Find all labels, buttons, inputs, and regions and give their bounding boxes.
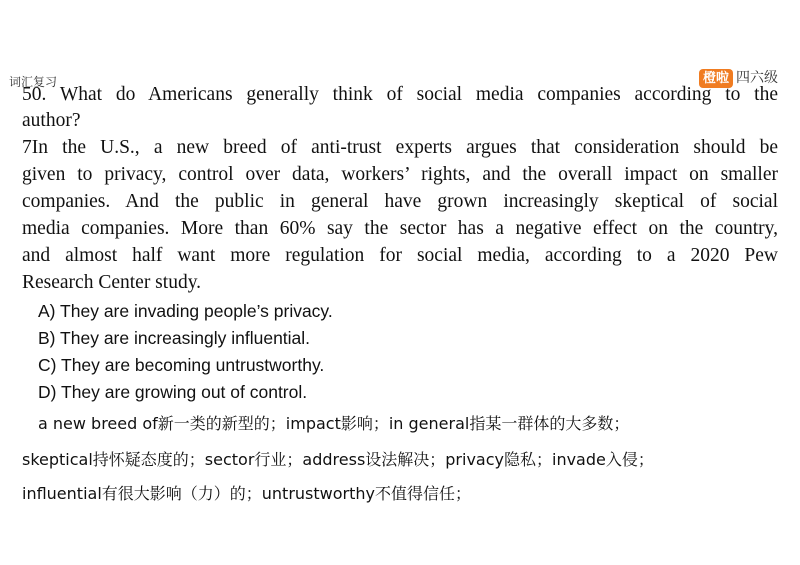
section-label: 词汇复习 (9, 75, 58, 89)
option-a: A) They are invading people’s privacy. (38, 301, 333, 321)
brand-grade: 四六级 (736, 70, 778, 86)
vocab-line-1: a new breed of新一类的新型的；impact影响；in general指某一群体的大多数； (38, 414, 630, 433)
passage-line-6: Research Center study. (22, 272, 202, 293)
passage-line-1: 7In the U.S., a new breed of anti-trust experts argues that consideration should be (22, 137, 778, 158)
option-d: D) They are growing out of control. (38, 382, 308, 402)
brand-badge: 橙啦 (699, 69, 733, 88)
vocab-line-2: skeptical持怀疑态度的；sector行业；address设法解决；privacy隐私；invade入侵； (22, 450, 654, 469)
passage-line-3: companies. And the public in general have grown increasingly skeptical of social (22, 191, 778, 212)
question-line-1: 50. What do Americans generally think of social media companies according to the (22, 84, 778, 105)
option-c: C) They are becoming untrustworthy. (38, 355, 325, 375)
passage-line-4: media companies. More than 60% say the sector has a negative effect on the country, (22, 218, 778, 239)
option-b: B) They are increasingly influential. (38, 328, 311, 348)
vocab-line-3: influential有很大影响（力）的；untrustworthy不值得信任； (22, 484, 471, 503)
passage-line-2: given to privacy, control over data, workers’ rights, and the overall impact on smaller (22, 164, 778, 185)
passage-line-5: and almost half want more regulation for social media, according to a 2020 Pew (22, 245, 778, 266)
question-line-2: author? (22, 110, 81, 131)
